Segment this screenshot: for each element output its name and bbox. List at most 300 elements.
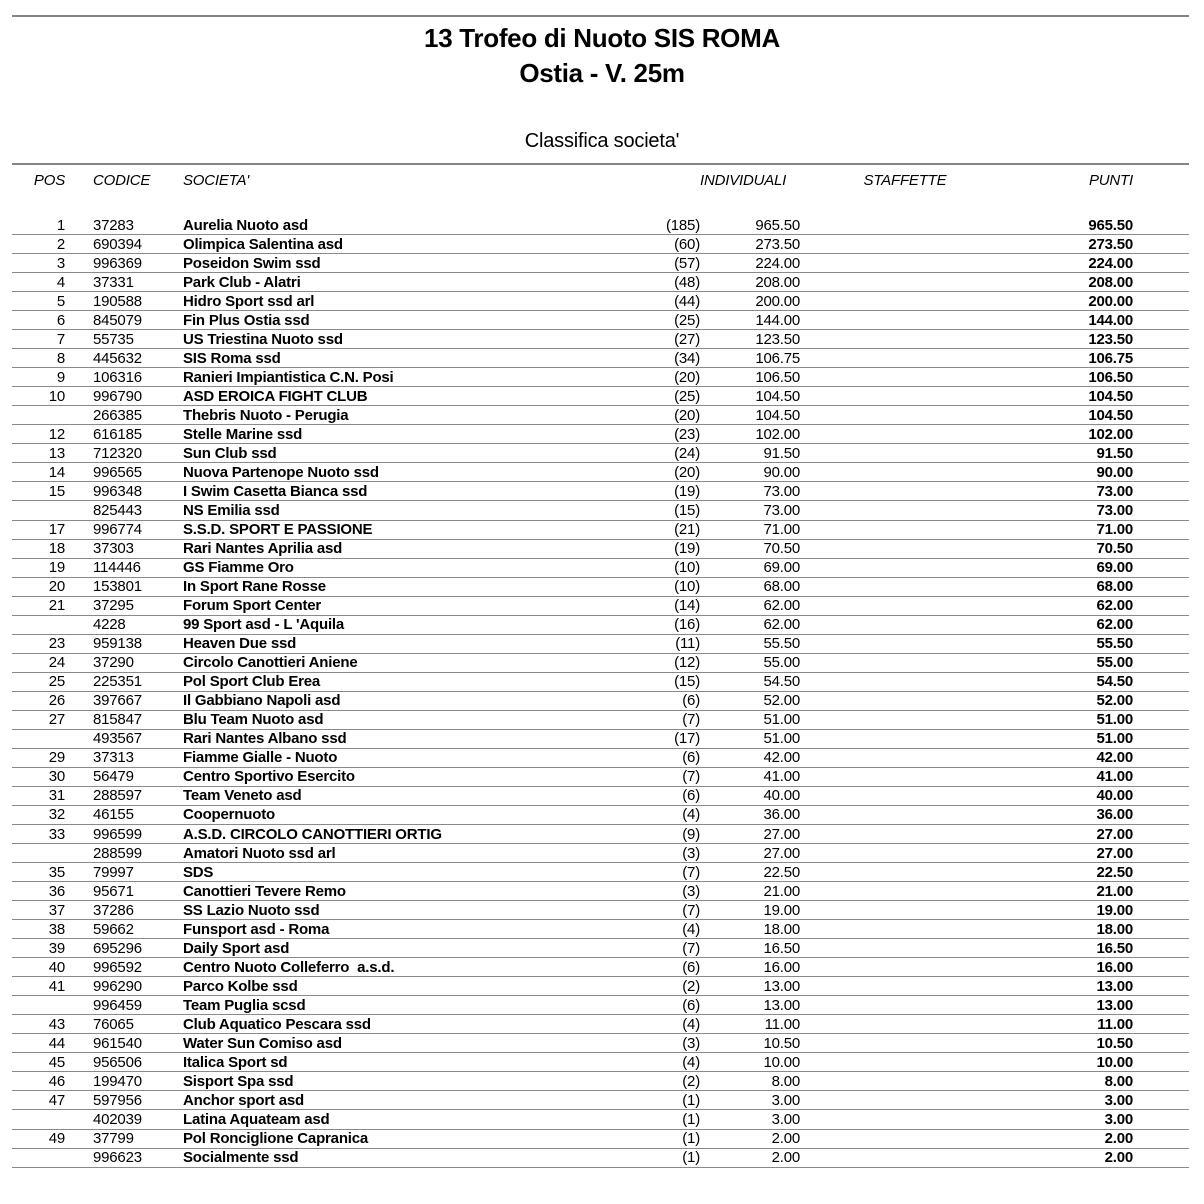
cell-margin (1133, 691, 1189, 710)
cell-individuali-punti: 273.50 (700, 235, 800, 254)
cell-individuali-count: (24) (560, 444, 700, 463)
table-row (12, 1072, 1189, 1091)
top-horizontal-rule (12, 15, 1189, 17)
table-row (12, 273, 1189, 292)
cell-pos: 49 (12, 1129, 65, 1148)
cell-pos: 1 (12, 216, 65, 235)
table-row (12, 672, 1189, 691)
cell-pos: 43 (12, 1015, 65, 1034)
cell-punti: 71.00 (1010, 520, 1133, 539)
cell-staffette (800, 463, 1010, 482)
cell-pos: 25 (12, 672, 65, 691)
event-location: Ostia - V. 25m (519, 58, 685, 88)
cell-staffette (800, 939, 1010, 958)
cell-margin (1133, 558, 1189, 577)
cell-codice: 397667 (65, 691, 175, 710)
cell-margin (1133, 863, 1189, 882)
cell-punti: 106.50 (1010, 368, 1133, 387)
cell-staffette (800, 406, 1010, 425)
cell-societa: ASD EROICA FIGHT CLUB (175, 387, 560, 406)
table-row (12, 882, 1189, 901)
cell-individuali-count: (6) (560, 748, 700, 767)
cell-codice: 76065 (65, 1015, 175, 1034)
cell-societa: Club Aquatico Pescara ssd (175, 1015, 560, 1034)
cell-individuali-punti: 104.50 (700, 387, 800, 406)
table-row (12, 863, 1189, 882)
cell-punti: 36.00 (1010, 805, 1133, 824)
results-tbody (12, 216, 1189, 1167)
cell-pos (12, 406, 65, 425)
cell-staffette (800, 520, 1010, 539)
cell-punti: 2.00 (1010, 1129, 1133, 1148)
cell-individuali-count: (21) (560, 520, 700, 539)
cell-codice: 493567 (65, 729, 175, 748)
cell-individuali-count: (3) (560, 1034, 700, 1053)
page-title (0, 21, 1204, 91)
cell-individuali-count: (19) (560, 539, 700, 558)
cell-individuali-count: (20) (560, 406, 700, 425)
table-row (12, 767, 1189, 786)
cell-staffette (800, 539, 1010, 558)
cell-staffette (800, 292, 1010, 311)
cell-codice: 996369 (65, 254, 175, 273)
table-row (12, 501, 1189, 520)
cell-individuali-count: (25) (560, 387, 700, 406)
cell-staffette (800, 387, 1010, 406)
cell-margin (1133, 444, 1189, 463)
cell-staffette (800, 330, 1010, 349)
cell-individuali-punti: 10.50 (700, 1034, 800, 1053)
cell-individuali-punti: 27.00 (700, 825, 800, 844)
results-table (12, 163, 1189, 1168)
cell-staffette (800, 577, 1010, 596)
cell-individuali-punti: 208.00 (700, 273, 800, 292)
cell-societa: In Sport Rane Rosse (175, 577, 560, 596)
cell-staffette (800, 958, 1010, 977)
cell-codice: 445632 (65, 349, 175, 368)
cell-pos: 2 (12, 235, 65, 254)
cell-societa: Forum Sport Center (175, 596, 560, 615)
cell-codice: 106316 (65, 368, 175, 387)
cell-staffette (800, 863, 1010, 882)
cell-codice: 288599 (65, 844, 175, 863)
cell-punti: 70.50 (1010, 539, 1133, 558)
cell-staffette (800, 273, 1010, 292)
cell-individuali-punti: 16.50 (700, 939, 800, 958)
cell-codice: 597956 (65, 1091, 175, 1110)
cell-individuali-count: (15) (560, 501, 700, 520)
table-row (12, 292, 1189, 311)
cell-punti: 73.00 (1010, 482, 1133, 501)
cell-pos: 30 (12, 767, 65, 786)
cell-individuali-punti: 21.00 (700, 882, 800, 901)
cell-punti: 19.00 (1010, 901, 1133, 920)
cell-codice: 37303 (65, 539, 175, 558)
table-row (12, 958, 1189, 977)
cell-punti: 10.00 (1010, 1053, 1133, 1072)
cell-individuali-punti: 71.00 (700, 520, 800, 539)
cell-margin (1133, 425, 1189, 444)
cell-pos: 9 (12, 368, 65, 387)
cell-codice: 46155 (65, 805, 175, 824)
cell-societa: SIS Roma ssd (175, 349, 560, 368)
cell-pos: 26 (12, 691, 65, 710)
cell-codice: 59662 (65, 920, 175, 939)
cell-codice: 37295 (65, 596, 175, 615)
table-row (12, 1129, 1189, 1148)
cell-pos: 7 (12, 330, 65, 349)
cell-margin (1133, 216, 1189, 235)
cell-codice: 37331 (65, 273, 175, 292)
cell-margin (1133, 1053, 1189, 1072)
table-row (12, 977, 1189, 996)
cell-pos: 17 (12, 520, 65, 539)
cell-punti: 3.00 (1010, 1110, 1133, 1129)
table-row (12, 1148, 1189, 1167)
cell-punti: 102.00 (1010, 425, 1133, 444)
table-row (12, 558, 1189, 577)
cell-societa: Amatori Nuoto ssd arl (175, 844, 560, 863)
cell-individuali-count: (1) (560, 1148, 700, 1167)
cell-codice: 199470 (65, 1072, 175, 1091)
cell-codice: 712320 (65, 444, 175, 463)
cell-codice: 95671 (65, 882, 175, 901)
cell-codice: 695296 (65, 939, 175, 958)
cell-punti: 54.50 (1010, 672, 1133, 691)
cell-pos: 41 (12, 977, 65, 996)
column-header-punti: PUNTI (1088, 172, 1133, 189)
cell-pos: 37 (12, 901, 65, 920)
cell-individuali-punti: 27.00 (700, 844, 800, 863)
cell-individuali-count: (19) (560, 482, 700, 501)
cell-staffette (800, 349, 1010, 368)
cell-staffette (800, 1129, 1010, 1148)
cell-societa: A.S.D. CIRCOLO CANOTTIERI ORTIG (175, 825, 560, 844)
cell-margin (1133, 501, 1189, 520)
cell-codice: 959138 (65, 634, 175, 653)
cell-individuali-punti: 68.00 (700, 577, 800, 596)
table-row (12, 463, 1189, 482)
cell-individuali-count: (14) (560, 596, 700, 615)
cell-punti: 73.00 (1010, 501, 1133, 520)
cell-staffette (800, 1053, 1010, 1072)
cell-individuali-count: (3) (560, 882, 700, 901)
cell-codice: 153801 (65, 577, 175, 596)
table-row (12, 406, 1189, 425)
table-row (12, 387, 1189, 406)
cell-societa: US Triestina Nuoto ssd (175, 330, 560, 349)
cell-margin (1133, 1034, 1189, 1053)
cell-individuali-punti: 224.00 (700, 254, 800, 273)
cell-individuali-count: (20) (560, 463, 700, 482)
cell-societa: Nuova Partenope Nuoto ssd (175, 463, 560, 482)
cell-punti: 123.50 (1010, 330, 1133, 349)
table-row (12, 520, 1189, 539)
cell-individuali-punti: 13.00 (700, 996, 800, 1015)
cell-staffette (800, 368, 1010, 387)
cell-pos: 27 (12, 710, 65, 729)
cell-individuali-punti: 11.00 (700, 1015, 800, 1034)
table-row (12, 691, 1189, 710)
cell-punti: 965.50 (1010, 216, 1133, 235)
cell-individuali-punti: 106.50 (700, 368, 800, 387)
table-row (12, 786, 1189, 805)
event-title: 13 Trofeo di Nuoto SIS ROMA (424, 23, 780, 53)
cell-pos (12, 1110, 65, 1129)
cell-staffette (800, 996, 1010, 1015)
cell-codice: 961540 (65, 1034, 175, 1053)
cell-individuali-count: (25) (560, 311, 700, 330)
cell-societa: Centro Sportivo Esercito (175, 767, 560, 786)
cell-punti: 273.50 (1010, 235, 1133, 254)
cell-staffette (800, 729, 1010, 748)
cell-pos: 45 (12, 1053, 65, 1072)
cell-pos: 35 (12, 863, 65, 882)
cell-individuali-count: (2) (560, 1072, 700, 1091)
cell-individuali-count: (7) (560, 710, 700, 729)
cell-punti: 91.50 (1010, 444, 1133, 463)
cell-individuali-count: (6) (560, 691, 700, 710)
cell-societa: Rari Nantes Aprilia asd (175, 539, 560, 558)
table-row (12, 825, 1189, 844)
cell-individuali-punti: 3.00 (700, 1110, 800, 1129)
cell-staffette (800, 1148, 1010, 1167)
cell-punti: 40.00 (1010, 786, 1133, 805)
cell-individuali-count: (6) (560, 996, 700, 1015)
cell-individuali-punti: 22.50 (700, 863, 800, 882)
cell-individuali-punti: 42.00 (700, 748, 800, 767)
cell-societa: Circolo Canottieri Aniene (175, 653, 560, 672)
cell-individuali-count: (2) (560, 977, 700, 996)
cell-individuali-punti: 19.00 (700, 901, 800, 920)
cell-staffette (800, 1072, 1010, 1091)
cell-individuali-punti: 13.00 (700, 977, 800, 996)
cell-individuali-count: (44) (560, 292, 700, 311)
cell-staffette (800, 501, 1010, 520)
cell-margin (1133, 1015, 1189, 1034)
cell-pos: 47 (12, 1091, 65, 1110)
cell-pos: 19 (12, 558, 65, 577)
cell-pos: 14 (12, 463, 65, 482)
cell-individuali-punti: 2.00 (700, 1148, 800, 1167)
cell-individuali-count: (60) (560, 235, 700, 254)
cell-punti: 42.00 (1010, 748, 1133, 767)
cell-staffette (800, 254, 1010, 273)
cell-societa: Heaven Due ssd (175, 634, 560, 653)
table-row (12, 349, 1189, 368)
cell-staffette (800, 1110, 1010, 1129)
column-header-codice: CODICE (93, 172, 151, 189)
cell-codice: 402039 (65, 1110, 175, 1129)
cell-societa: Sisport Spa ssd (175, 1072, 560, 1091)
cell-margin (1133, 349, 1189, 368)
cell-individuali-count: (4) (560, 920, 700, 939)
cell-punti: 224.00 (1010, 254, 1133, 273)
cell-punti: 104.50 (1010, 387, 1133, 406)
cell-margin (1133, 1148, 1189, 1167)
cell-staffette (800, 634, 1010, 653)
cell-staffette (800, 767, 1010, 786)
cell-punti: 106.75 (1010, 349, 1133, 368)
cell-pos: 39 (12, 939, 65, 958)
cell-pos (12, 996, 65, 1015)
cell-punti: 16.50 (1010, 939, 1133, 958)
cell-individuali-punti: 73.00 (700, 482, 800, 501)
table-row (12, 1110, 1189, 1129)
cell-individuali-punti: 144.00 (700, 311, 800, 330)
cell-individuali-count: (6) (560, 786, 700, 805)
cell-societa: Team Veneto asd (175, 786, 560, 805)
cell-margin (1133, 805, 1189, 824)
table-row (12, 444, 1189, 463)
cell-societa: Fiamme Gialle - Nuoto (175, 748, 560, 767)
cell-codice: 56479 (65, 767, 175, 786)
cell-punti: 18.00 (1010, 920, 1133, 939)
cell-codice: 37313 (65, 748, 175, 767)
cell-punti: 22.50 (1010, 863, 1133, 882)
cell-margin (1133, 615, 1189, 634)
cell-individuali-punti: 62.00 (700, 596, 800, 615)
table-row (12, 596, 1189, 615)
cell-individuali-punti: 90.00 (700, 463, 800, 482)
cell-staffette (800, 691, 1010, 710)
cell-codice: 37290 (65, 653, 175, 672)
cell-margin (1133, 653, 1189, 672)
cell-individuali-count: (1) (560, 1129, 700, 1148)
cell-staffette (800, 786, 1010, 805)
cell-punti: 68.00 (1010, 577, 1133, 596)
cell-pos (12, 729, 65, 748)
cell-societa: 99 Sport asd - L 'Aquila (175, 615, 560, 634)
cell-staffette (800, 311, 1010, 330)
table-row (12, 330, 1189, 349)
header-row (12, 164, 1189, 216)
cell-individuali-count: (34) (560, 349, 700, 368)
cell-codice: 996790 (65, 387, 175, 406)
cell-pos: 12 (12, 425, 65, 444)
cell-margin (1133, 292, 1189, 311)
cell-codice: 996774 (65, 520, 175, 539)
cell-staffette (800, 748, 1010, 767)
cell-punti: 200.00 (1010, 292, 1133, 311)
cell-staffette (800, 1091, 1010, 1110)
cell-individuali-count: (3) (560, 844, 700, 863)
cell-individuali-punti: 965.50 (700, 216, 800, 235)
cell-punti: 62.00 (1010, 596, 1133, 615)
cell-individuali-punti: 123.50 (700, 330, 800, 349)
cell-pos (12, 615, 65, 634)
table-row (12, 710, 1189, 729)
cell-codice: 815847 (65, 710, 175, 729)
table-row (12, 729, 1189, 748)
cell-pos (12, 1148, 65, 1167)
cell-codice: 996565 (65, 463, 175, 482)
cell-staffette (800, 615, 1010, 634)
cell-individuali-count: (20) (560, 368, 700, 387)
cell-codice: 55735 (65, 330, 175, 349)
cell-punti: 11.00 (1010, 1015, 1133, 1034)
cell-margin (1133, 273, 1189, 292)
column-header-margin (1133, 164, 1189, 216)
cell-individuali-punti: 52.00 (700, 691, 800, 710)
cell-codice: 114446 (65, 558, 175, 577)
cell-pos: 20 (12, 577, 65, 596)
cell-societa: Canottieri Tevere Remo (175, 882, 560, 901)
table-row (12, 235, 1189, 254)
cell-margin (1133, 825, 1189, 844)
cell-margin (1133, 406, 1189, 425)
cell-codice: 996290 (65, 977, 175, 996)
cell-individuali-count: (12) (560, 653, 700, 672)
cell-margin (1133, 463, 1189, 482)
cell-societa: Centro Nuoto Colleferro a.s.d. (175, 958, 560, 977)
cell-individuali-punti: 10.00 (700, 1053, 800, 1072)
cell-societa: Coopernuoto (175, 805, 560, 824)
cell-societa: Pol Ronciglione Capranica (175, 1129, 560, 1148)
cell-societa: Hidro Sport ssd arl (175, 292, 560, 311)
cell-margin (1133, 729, 1189, 748)
cell-societa: Fin Plus Ostia ssd (175, 311, 560, 330)
cell-punti: 69.00 (1010, 558, 1133, 577)
cell-margin (1133, 539, 1189, 558)
cell-individuali-punti: 8.00 (700, 1072, 800, 1091)
cell-individuali-count: (11) (560, 634, 700, 653)
cell-individuali-count: (7) (560, 767, 700, 786)
cell-codice: 37286 (65, 901, 175, 920)
cell-punti: 51.00 (1010, 710, 1133, 729)
cell-individuali-punti: 51.00 (700, 729, 800, 748)
cell-punti: 21.00 (1010, 882, 1133, 901)
cell-codice: 288597 (65, 786, 175, 805)
cell-codice: 996348 (65, 482, 175, 501)
cell-codice: 996599 (65, 825, 175, 844)
cell-staffette (800, 653, 1010, 672)
cell-staffette (800, 235, 1010, 254)
cell-individuali-count: (4) (560, 1053, 700, 1072)
cell-individuali-count: (7) (560, 901, 700, 920)
cell-pos (12, 501, 65, 520)
cell-margin (1133, 520, 1189, 539)
cell-pos: 33 (12, 825, 65, 844)
cell-margin (1133, 901, 1189, 920)
cell-punti: 55.00 (1010, 653, 1133, 672)
cell-pos: 24 (12, 653, 65, 672)
cell-punti: 62.00 (1010, 615, 1133, 634)
cell-individuali-count: (23) (560, 425, 700, 444)
cell-codice: 37283 (65, 216, 175, 235)
cell-codice: 996592 (65, 958, 175, 977)
table-row (12, 920, 1189, 939)
cell-codice: 825443 (65, 501, 175, 520)
cell-societa: Team Puglia scsd (175, 996, 560, 1015)
cell-staffette (800, 1015, 1010, 1034)
cell-punti: 52.00 (1010, 691, 1133, 710)
column-header-individuali: INDIVIDUALI (700, 172, 787, 189)
cell-individuali-count: (48) (560, 273, 700, 292)
cell-staffette (800, 977, 1010, 996)
cell-margin (1133, 482, 1189, 501)
table-row (12, 996, 1189, 1015)
cell-codice: 845079 (65, 311, 175, 330)
cell-punti: 51.00 (1010, 729, 1133, 748)
cell-individuali-count: (9) (560, 825, 700, 844)
table-row (12, 482, 1189, 501)
cell-individuali-punti: 18.00 (700, 920, 800, 939)
cell-margin (1133, 596, 1189, 615)
table-row (12, 368, 1189, 387)
cell-pos: 10 (12, 387, 65, 406)
cell-staffette (800, 920, 1010, 939)
